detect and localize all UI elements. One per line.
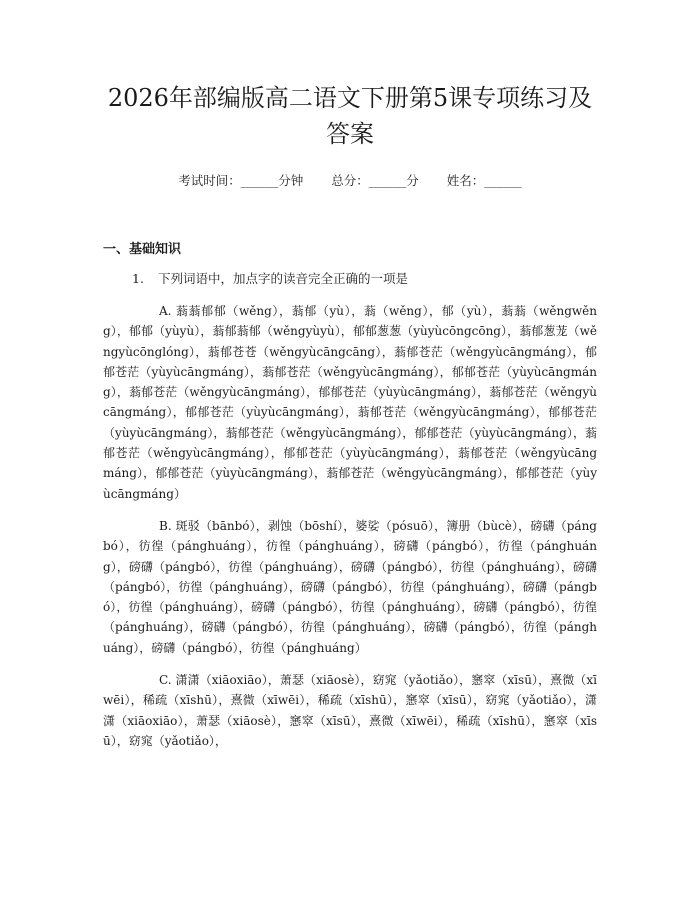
exam-time: 考试时间：______分钟 bbox=[178, 173, 304, 188]
question-1 bbox=[103, 269, 597, 289]
option-label: B. bbox=[159, 518, 172, 533]
question-text: 下列词语中，加点字的读音完全正确的一项是 bbox=[157, 271, 408, 286]
student-name: 姓名：______ bbox=[446, 173, 522, 188]
option-b bbox=[103, 516, 597, 658]
option-label: C. bbox=[159, 673, 172, 688]
question-number: 1. bbox=[132, 271, 144, 286]
option-label: A. bbox=[159, 304, 172, 318]
document-title: 2026年部编版高二语文下册第5课专项练习及答案 bbox=[107, 84, 593, 148]
option-c bbox=[103, 670, 597, 751]
section-heading: 一、基础知识 bbox=[103, 242, 182, 257]
option-text: 斑驳（bānbó），剥蚀（bōshí），婆娑（pósuō），簿册（bùcè），磅礴（pángbó），彷徨（pánghuáng），彷徨（pánghuáng），磅礴（pángbó），彷徨（pánghuáng），磅礴（pángbó），彷徨（pánghuáng），磅礴（pángbó），彷徨（pánghuáng），磅礴（pángbó），彷徨（pánghuáng），磅礴（pángbó），彷徨（pánghuáng），磅礴（pángbó），彷徨（pánghuáng），磅礴（pángbó），彷徨（pánghuáng），磅礴（pángbó），彷徨（pánghuáng），磅礴（pángbó），彷徨（pánghuáng），磅礴（pángbó），彷徨（pánghuáng），磅礴（pángbó），彷徨（pánghuáng） bbox=[103, 518, 597, 655]
exam-score: 总分：______分 bbox=[331, 173, 419, 188]
option-text: 潇潇（xiāoxiāo），萧瑟（xiāosè），窈窕（yǎotiǎo），窸窣（xīsū），熹微（xīwēi），稀疏（xīshū），熹微（xīwēi），稀疏（xīshū），窸窣（xīsū），窈窕（yǎotiǎo），潇潇（xiāoxiāo），萧瑟（xiāosè），窸窣（xīsū），熹微（xīwēi），稀疏（xīshū），窸窣（xīsū），窈窕（yǎotiǎo）， bbox=[103, 673, 597, 748]
option-text: 蓊蓊郁郁（wěng），蓊郁（yù），蓊（wěng），郁（yù），蓊蓊（wěngwěng），郁郁（yùyù），蓊郁蓊郁（wěngyùyù），郁郁葱葱（yùyùcōngcōng），蓊郁葱茏（wěngyùcōnglóng），蓊郁苍苍（wěngyùcāngcāng），蓊郁苍茫（wěngyùcāngmáng），郁郁苍茫（yùyùcāngmáng），蓊郁苍茫（wěngyùcāngmáng），郁郁苍茫（yùyùcāngmáng），蓊郁苍茫（wěngyùcāngmáng），郁郁苍茫（yùyùcāngmáng），蓊郁苍茫（wěngyùcāngmáng），郁郁苍茫（yùyùcāngmáng），蓊郁苍茫（wěngyùcāngmáng），郁郁苍茫（yùyùcāngmáng），蓊郁苍茫（wěngyùcāngmáng），郁郁苍茫（yùyùcāngmáng），蓊郁苍茫（wěngyùcāngmáng），郁郁苍茫（yùyùcāngmáng），蓊郁苍茫（wěngyùcāngmáng），郁郁苍茫（yùyùcāngmáng），蓊郁苍茫（wěngyùcāngmáng），郁郁苍茫（yùyùcāngmáng） bbox=[103, 304, 597, 501]
exam-info bbox=[103, 171, 597, 191]
option-a bbox=[103, 301, 597, 504]
